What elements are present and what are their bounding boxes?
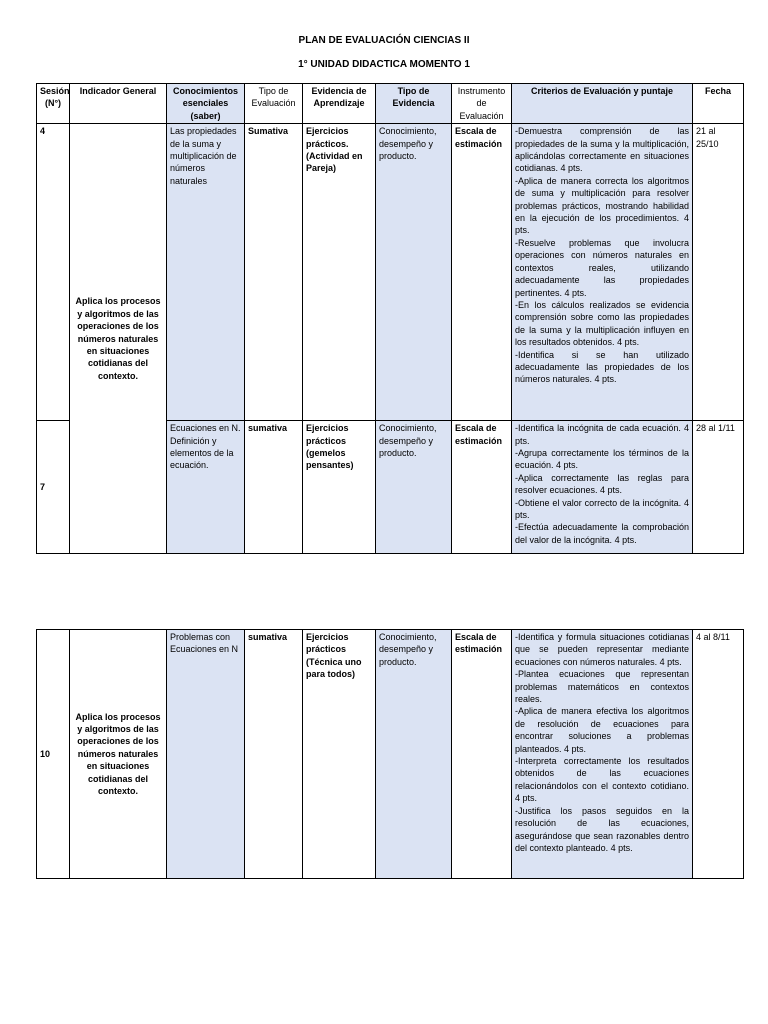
conocimientos-cell: Problemas con Ecuaciones en N xyxy=(167,630,245,879)
criterios-cell xyxy=(512,421,693,554)
criterio-item: -Resuelve problemas que involucra operaciones con números naturales en contextos reales, utilizando adecuadamente las propiedades pertinentes. 4 pts. xyxy=(515,237,689,298)
criterio-item: -En los cálculos realizados se evidencia comprensión sobre como las propiedades de la suma y la multiplicación influyen en los resultados obtenidos. 4 pts. xyxy=(515,299,689,348)
fecha-cell: 21 al 25/10 xyxy=(693,124,744,421)
criterio-item: -Demuestra comprensión de las propiedades de la suma y la multiplicación, aplicándolas correctamente en situaciones cotidianas. 4 pts. xyxy=(515,126,689,174)
evidencia-cell: Ejercicios prácticos (Técnica uno para todos) xyxy=(303,630,376,879)
tipo-evidencia-cell: Conocimiento, desempeño y producto. xyxy=(376,124,452,421)
criterio-item: -Efectúa adecuadamente la comprobación del valor de la incógnita. 4 pts. xyxy=(515,522,689,545)
criterio-item: -Justifica los pasos seguidos en la resolución de las ecuaciones, asegurándose que sean razonables dentro del contexto planteado. 4 pts. xyxy=(515,805,689,853)
tipo-evidencia-cell: Conocimiento, desempeño y producto. xyxy=(376,630,452,879)
evidencia-cell: Ejercicios prácticos (gemelos pensantes) xyxy=(303,421,376,554)
criterio-item: -Aplica de manera correcta los algoritmos de suma y multiplicación para resolver problemas prácticos, mostrando habilidad en la ejecución de los procedimientos. 4 pts. xyxy=(515,175,689,236)
criterio-item: -Obtiene el valor correcto de la incógnita. 4 pts. xyxy=(515,497,689,521)
evidencia-cell: Ejercicios prácticos. (Actividad en Pareja) xyxy=(303,124,376,421)
criterio-item: -Interpreta correctamente los resultados obtenidos de las ecuaciones relacionándolos con el contexto cotidiano. 4 pts. xyxy=(515,756,689,804)
indicator-general: Aplica los procesos y algoritmos de las operaciones de los números naturales en situaciones cotidianas del contexto. xyxy=(70,124,167,554)
header-tipo-evaluacion: Tipo de Evaluación xyxy=(245,84,303,124)
header-evidencia-aprendizaje: Evidencia de Aprendizaje xyxy=(303,84,376,124)
document-title: PLAN DE EVALUACIÓN CIENCIAS II xyxy=(298,35,470,46)
session-number: 10 xyxy=(37,630,70,879)
tipo-evaluacion-cell: sumativa xyxy=(245,421,303,554)
evaluation-plan-table xyxy=(36,83,744,554)
fecha-cell: 28 al 1/11 xyxy=(693,421,744,554)
conocimientos-cell: Las propiedades de la suma y multiplicación de números naturales xyxy=(167,124,245,421)
fecha-cell: 4 al 8/11 xyxy=(693,630,744,879)
criterio-item: -Aplica de manera efectiva los algoritmos de resolución de ecuaciones para encontrar soluciones a problemas planteados. 4 pts. xyxy=(515,706,689,754)
header-fecha: Fecha xyxy=(693,84,744,124)
criterio-item: -Plantea ecuaciones que representan problemas matemáticos en contextos reales. xyxy=(515,669,689,705)
table-row xyxy=(37,630,744,879)
session-number: 4 xyxy=(37,124,70,421)
header-conocimientos: Conocimientos esenciales (saber) xyxy=(167,84,245,124)
conocimientos-cell: Ecuaciones en N. Definición y elementos de la ecuación. xyxy=(167,421,245,554)
table-row xyxy=(37,124,744,421)
header-row xyxy=(37,84,744,124)
session-number: 7 xyxy=(37,421,70,554)
criterio-item: -Identifica y formula situaciones cotidianas que se pueden representar mediante ecuaciones con números naturales. 4 pts. xyxy=(515,632,689,667)
instrumento-cell: Escala de estimación xyxy=(452,421,512,554)
tipo-evaluacion-cell: sumativa xyxy=(245,630,303,879)
criterio-item: -Identifica si se han utilizado adecuadamente las propiedades de los números naturales. 4 pts. xyxy=(515,349,689,385)
header-criterios: Criterios de Evaluación y puntaje xyxy=(512,84,693,124)
header-tipo-evidencia: Tipo de Evidencia xyxy=(376,84,452,124)
document-subtitle: 1° UNIDAD DIDACTICA MOMENTO 1 xyxy=(298,59,470,70)
criterio-item: -Aplica correctamente las reglas para resolver ecuaciones. 4 pts. xyxy=(515,472,689,496)
criterio-item: -Identifica la incógnita de cada ecuación. 4 pts. xyxy=(515,423,689,446)
indicator-general: Aplica los procesos y algoritmos de las operaciones de los números naturales en situaciones cotidianas del contexto. xyxy=(70,630,167,879)
header-indicador: Indicador General xyxy=(70,84,167,124)
evaluation-plan-table-continued xyxy=(36,629,744,879)
tipo-evaluacion-cell: Sumativa xyxy=(245,124,303,421)
instrumento-cell: Escala de estimación xyxy=(452,630,512,879)
criterios-cell xyxy=(512,630,693,879)
criterio-item: -Agrupa correctamente los términos de la ecuación. 4 pts. xyxy=(515,448,689,471)
tipo-evidencia-cell: Conocimiento, desempeño y producto. xyxy=(376,421,452,554)
header-instrumento: Instrumento de Evaluación xyxy=(452,84,512,124)
criterios-cell xyxy=(512,124,693,421)
header-sesion: Sesión (N°) xyxy=(37,84,70,124)
instrumento-cell: Escala de estimación xyxy=(452,124,512,421)
